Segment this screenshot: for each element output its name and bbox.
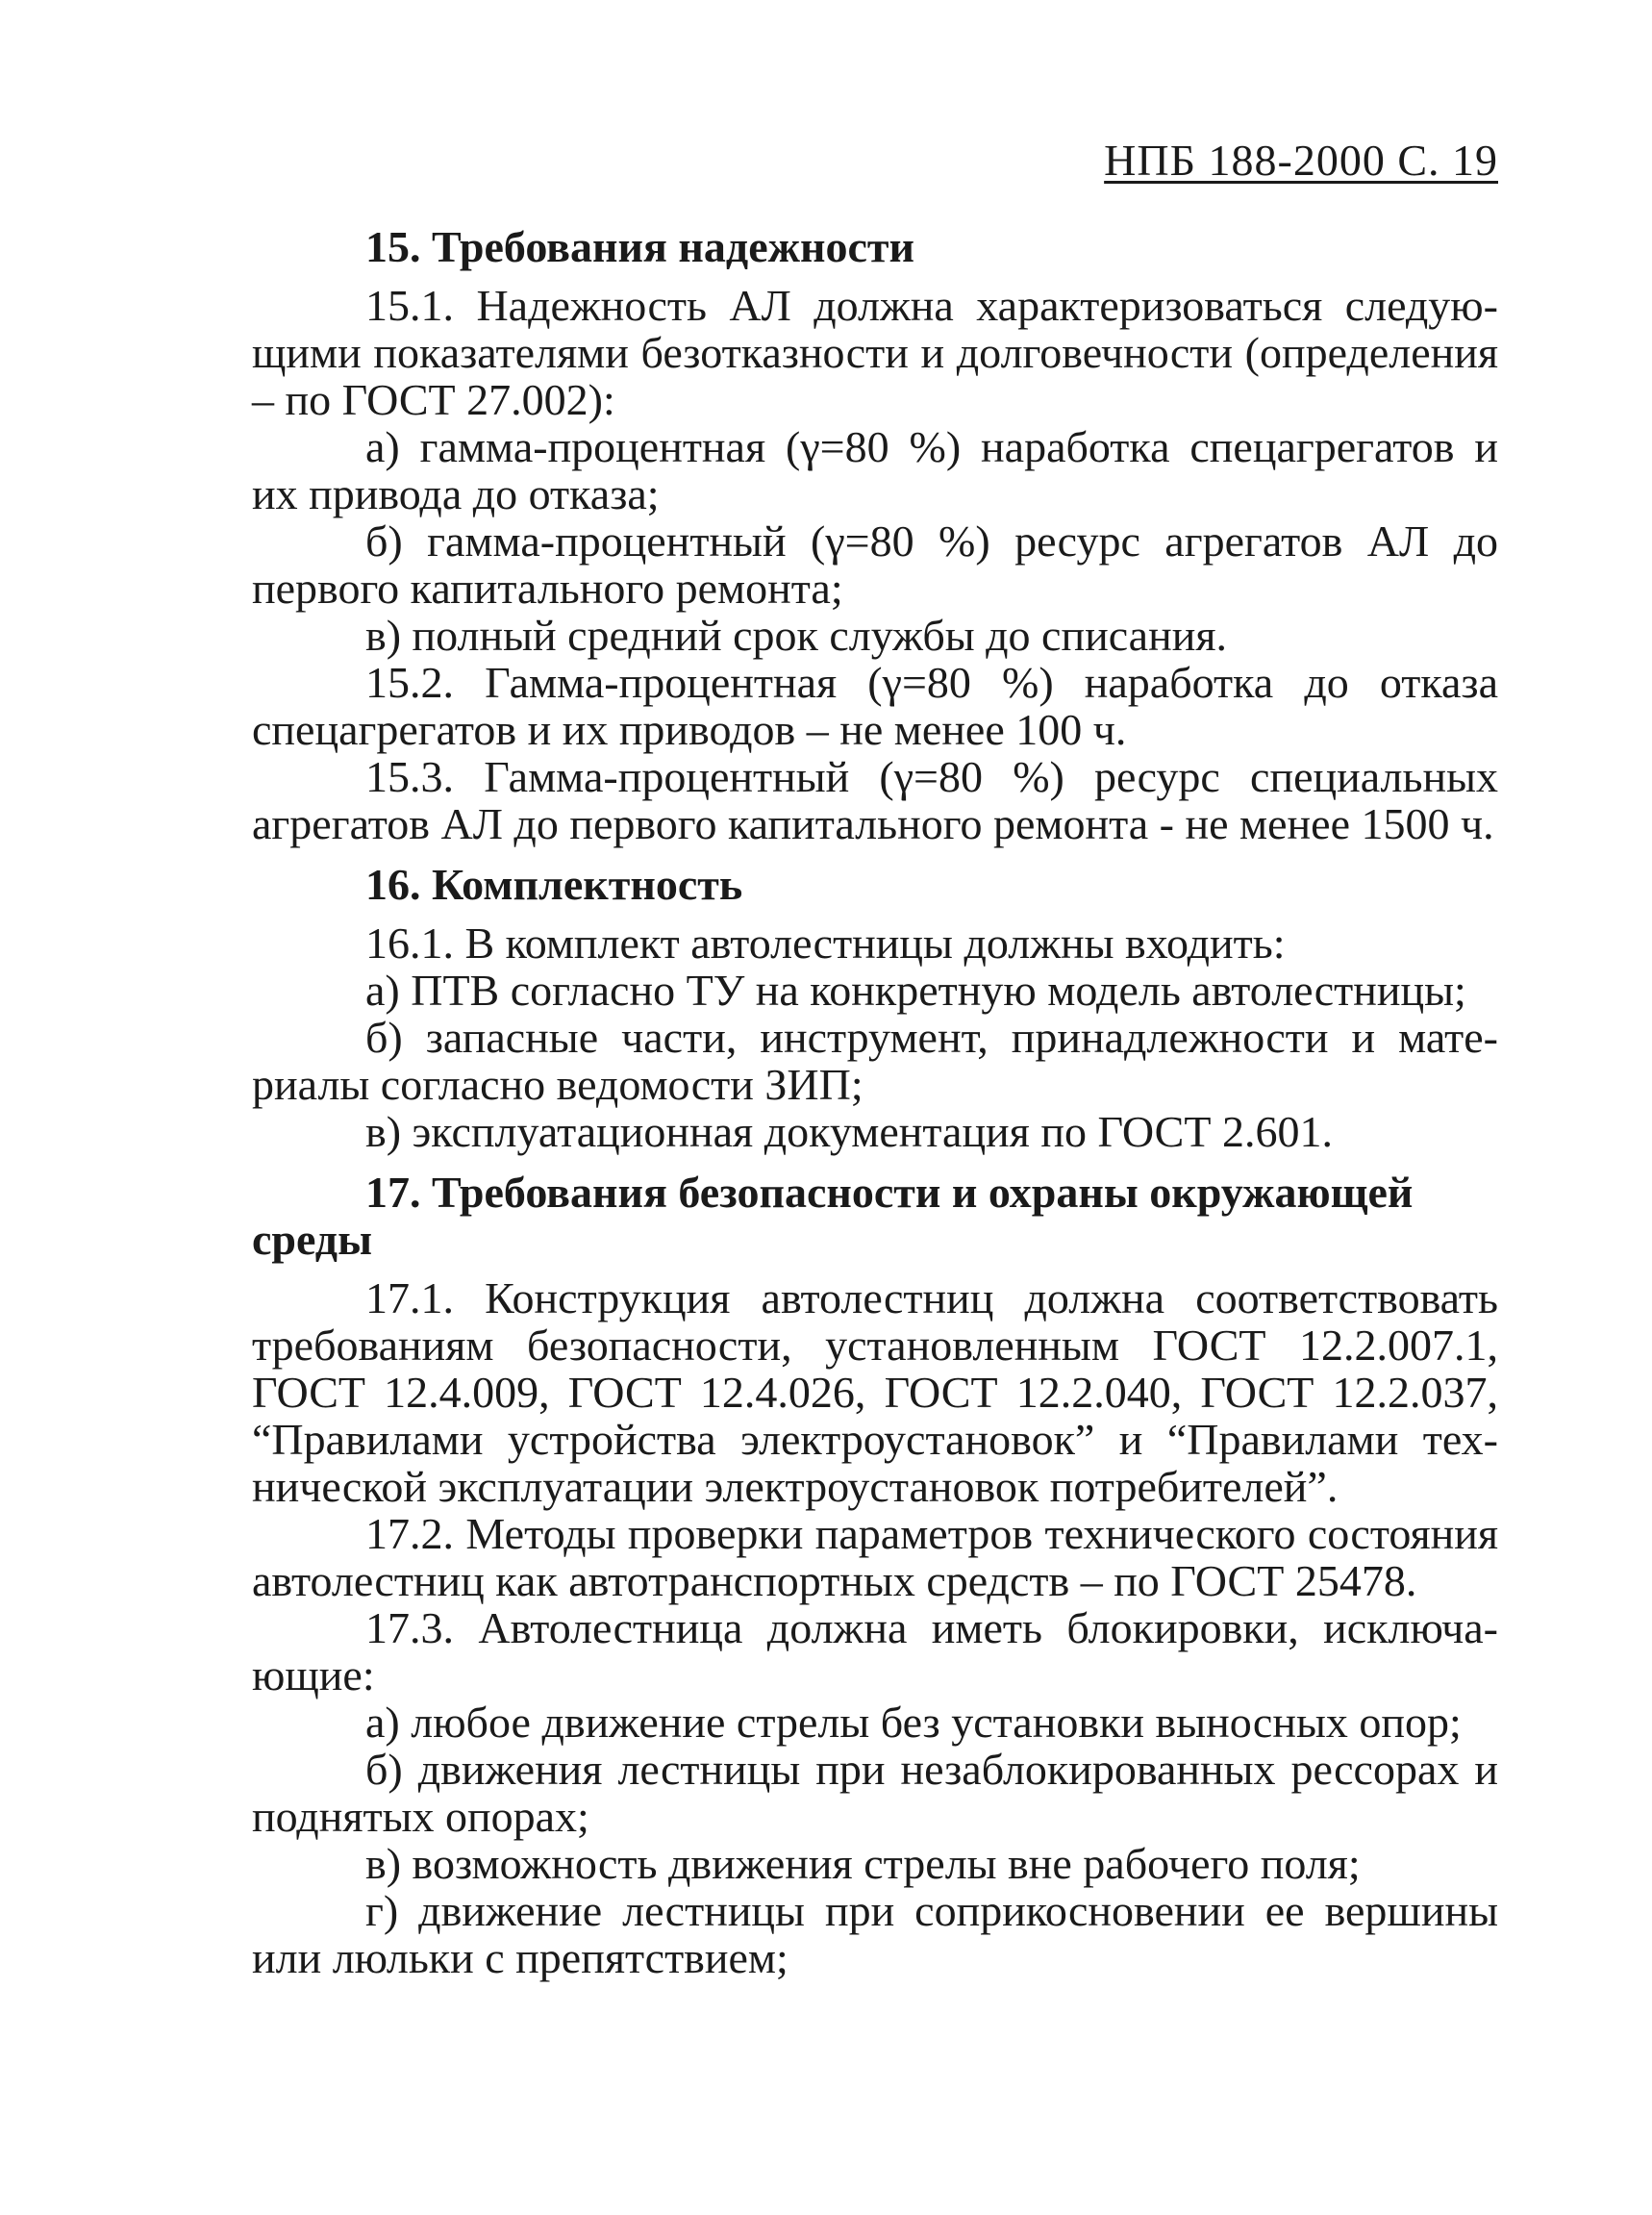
paragraph: 17.1. Конструкция автолестниц должна соответствовать требованиям безопасности, установленным ГОСТ 12.2.007.1, ГОСТ 12.4.009, ГОСТ 12.4.026, ГОСТ 12.2.040, ГОСТ 12.2.037, “Правилами устройства электроустановок” и “Правилами технической эксплуатации электроустановок потребителей”. — [252, 1273, 1498, 1511]
document-body — [252, 223, 1498, 1981]
running-header: НПБ 188-2000 С. 19 — [1104, 136, 1498, 185]
list-item: б) гамма-процентный (γ=80 %) ресурс агрегатов АЛ до первого капитального ремонта; — [252, 516, 1498, 613]
paragraph: 15.1. Надежность АЛ должна характеризоваться следующими показателями безотказности и долговечности (определения – по ГОСТ 27.002): — [252, 281, 1498, 424]
section-heading: 16. Комплектность — [365, 860, 743, 909]
list-item: б) запасные части, инструмент, принадлежности и материалы согласно ведомости ЗИП; — [252, 1013, 1498, 1109]
list-item: в) эксплуатационная документация по ГОСТ 2.601. — [365, 1107, 1333, 1156]
list-item: а) ПТВ согласно ТУ на конкретную модель автолестницы; — [365, 966, 1466, 1015]
list-item: в) полный средний срок службы до списания. — [365, 611, 1227, 660]
section-heading: 15. Требования надежности — [365, 222, 914, 271]
paragraph: 17.2. Методы проверки параметров технического состояния автолестниц как автотранспортных средств – по ГОСТ 25478. — [252, 1509, 1498, 1605]
list-item: б) движения лестницы при незаблокированных рессорах и поднятых опорах; — [252, 1745, 1498, 1841]
paragraph: 16.1. В комплект автолестницы должны входить: — [365, 919, 1286, 968]
list-item: г) движение лестницы при соприкосновении ее вершины или люльки с препятствием; — [252, 1886, 1498, 1982]
list-item: а) любое движение стрелы без установки выносных опор; — [365, 1698, 1462, 1747]
paragraph: 15.3. Гамма-процентный (γ=80 %) ресурс специальных агрегатов АЛ до первого капитального ремонта - не менее 1500 ч. — [252, 752, 1498, 848]
paragraph: 15.2. Гамма-процентная (γ=80 %) наработка до отказа спецагрегатов и их приводов – не менее 100 ч. — [252, 658, 1498, 754]
list-item: в) возможность движения стрелы вне рабочего поля; — [365, 1839, 1361, 1888]
paragraph: 17.3. Автолестница должна иметь блокировки, исключающие: — [252, 1603, 1498, 1699]
list-item: а) гамма-процентная (γ=80 %) наработка спецагрегатов и их привода до отказа; — [252, 422, 1498, 518]
section-heading: 17. Требования безопасности и охраны окружающей среды — [252, 1168, 1414, 1264]
